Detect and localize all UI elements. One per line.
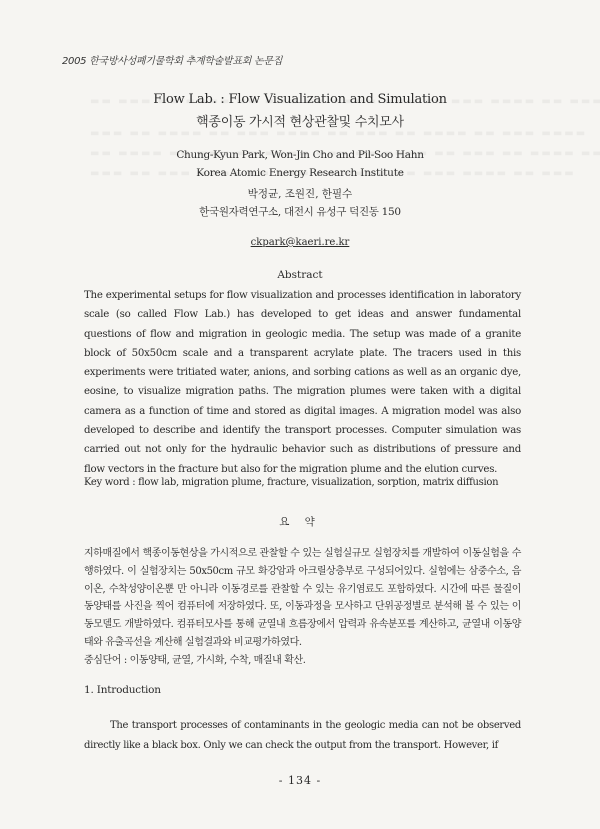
introduction-body: The transport processes of contaminants in the geologic media can not be observed directly like a black box. Only we can check the output from the transport. However, if <box>84 720 521 751</box>
korean-summary <box>84 545 521 670</box>
introduction-paragraph <box>84 716 521 756</box>
paper-title-korean: 핵종이동 가시적 현상관찰및 수치모사 <box>196 115 404 130</box>
author-email-link[interactable]: ckpark@kaeri.re.kr <box>250 237 350 248</box>
korean-summary-body: 지하매질에서 핵종이동현상을 가시적으로 관찰할 수 있는 실험실규모 실험장치를 개발하여 이동실험을 수행하였다. 이 실험장치는 50x50cm 규모 화강암과 아크릴상층부로 구성되어있다. 실험에는 삼중수소, 음이온, 수착성양이온뿐 만 아니라 이동경로를 관찰할 수 있는 유기염료도 포함하였다. 시간에 따른 물질이동양태를 사진을 찍어 컴퓨터에 저장하였다. 또, 이동과정을 모사하고 단위공정별로 분석해 볼 수 있는 이동모델도 개발하였다. 컴퓨터모사를 통해 균열내 흐름장에서 압력과 유속분포를 계산하고, 균열내 이동양태와 유출곡선을 계산해 실험결과와 비교평가하였다. <box>84 548 521 648</box>
page-number: - 134 - <box>278 774 322 787</box>
paper-title-english: Flow Lab. : Flow Visualization and Simulation <box>153 92 447 107</box>
korean-summary-heading: 요 약 <box>279 516 321 528</box>
authors-korean: 박정균, 조원진, 한필수 <box>247 188 353 200</box>
affiliation-korean: 한국원자력연구소, 대전시 유성구 덕진동 150 <box>199 206 401 218</box>
introduction-heading: 1. Introduction <box>84 684 161 696</box>
keyword-line: Key word : flow lab, migration plume, fracture, visualization, sorption, matrix diffusion <box>84 477 499 488</box>
korean-keyword-line: 중심단어 : 이동양태, 균열, 가시화, 수착, 매질내 확산. <box>84 654 306 666</box>
affiliation-english: Korea Atomic Energy Research Institute <box>196 167 404 179</box>
proceedings-header: 2005 한국방사성폐기물학회 추계학술발표회 논문집 <box>62 56 283 67</box>
abstract-body: The experimental setups for flow visualization and processes identification in laboratory scale (so called Flow Lab.) has developed to get ideas and answer fundamental questions of flow and migration in geologic media. The setup was made of a granite block of 50x50cm scale and a transparent acrylate plate. The tracers used in this experiments were tritiated water, anions, and sorbing cations as well as an organic dye, eosine, to visualize migration paths. The migration plumes were taken with a digital camera as a function of time and stored as digital images. A migration model was also developed to describe and identify the transport processes. Computer simulation was carried out not only for the hydraulic behavior such as distributions of pressure and flow vectors in the fracture but also for the migration plume and the elution curves. <box>84 290 521 475</box>
authors-english: Chung-Kyun Park, Won-Jin Cho and Pil-Soo Hahn <box>176 149 424 161</box>
abstract-heading: Abstract <box>277 269 323 281</box>
